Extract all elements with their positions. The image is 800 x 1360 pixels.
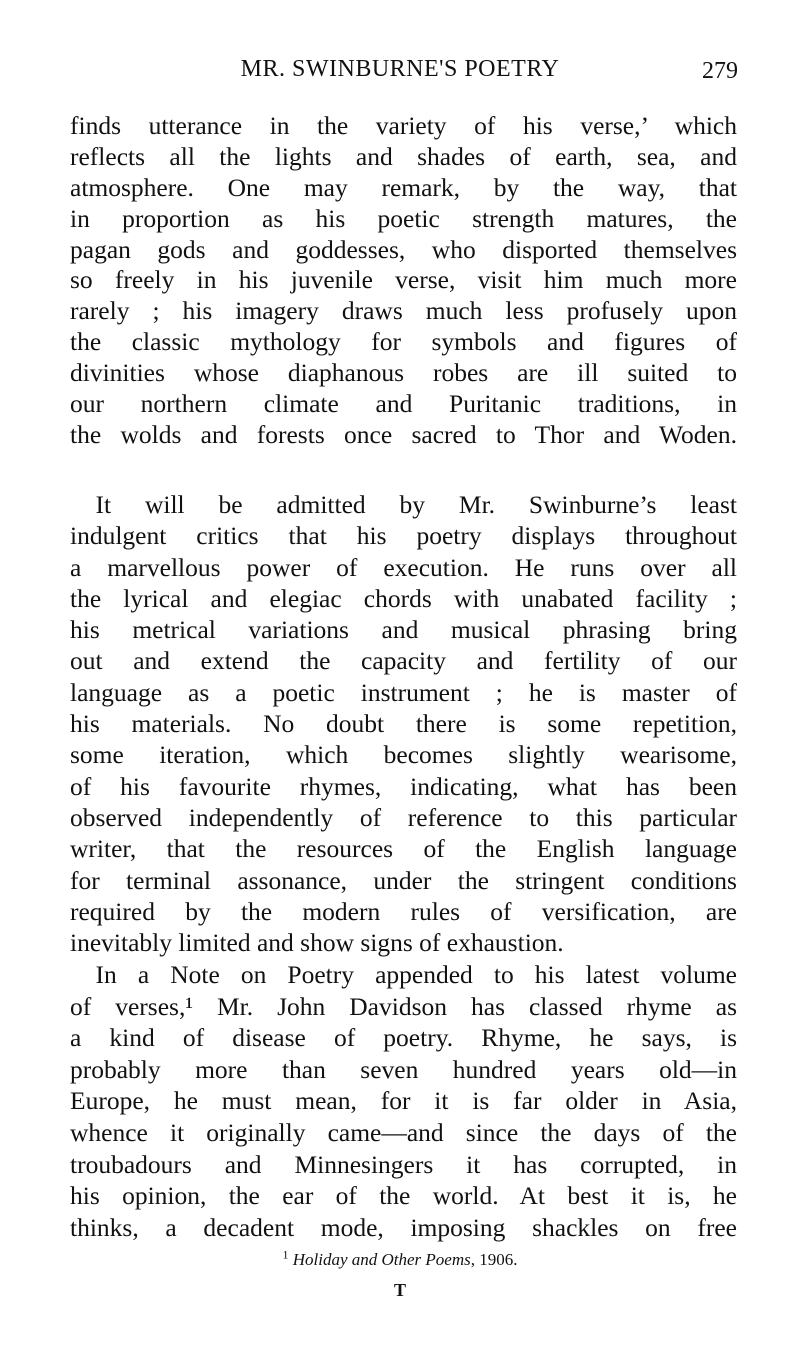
footnote-year: , 1906. (470, 1250, 518, 1269)
footnote-title: Holiday and Other Poems (292, 1250, 471, 1269)
paragraph-3 (70, 959, 737, 1243)
text-line: inevitably limited and show signs of exhaustion. (70, 928, 564, 958)
text-line: required by the modern rules of versification, are (70, 896, 737, 926)
text-line: divinities whose diaphanous robes are ill suited to (70, 358, 737, 388)
text-line: some iteration, which becomes slightly wearisome, (70, 740, 737, 770)
text-line: reflects all the lights and shades of earth, sea, and (70, 141, 737, 171)
text-line: It will be admitted by Mr. Swinburne’s least (70, 490, 737, 519)
text-line: atmosphere. One may remark, by the way, that (70, 172, 737, 202)
text-line: troubadours and Minnesingers it has corrupted, in (70, 1149, 737, 1179)
text-line: whence it originally came—and since the days of the (70, 1117, 737, 1147)
text-line: writer, that the resources of the English language (70, 834, 737, 864)
footnote-marker: 1 (282, 1247, 289, 1262)
page-number: 279 (702, 58, 738, 84)
text-line: In a Note on Poetry appended to his latest volume (70, 960, 737, 989)
text-line: for terminal assonance, under the stringent conditions (70, 865, 737, 895)
text-line: a marvellous power of execution. He runs over all (70, 552, 737, 582)
text-line: a kind of disease of poetry. Rhyme, he says, is (70, 1023, 737, 1053)
text-line: observed independently of reference to this particular (70, 802, 737, 832)
text-line: indulgent critics that his poetry displays throughout (70, 521, 737, 551)
text-line: the classic mythology for symbols and figures of (70, 327, 737, 357)
text-line: finds utterance in the variety of his verse,’ which (70, 111, 737, 140)
text-line: the wolds and forests once sacred to Thor and Woden. (70, 419, 737, 449)
text-line: thinks, a decadent mode, imposing shackles on free (70, 1212, 737, 1242)
text-line: of his favourite rhymes, indicating, what has been (70, 771, 737, 801)
text-line: his metrical variations and musical phrasing bring (70, 615, 737, 645)
text-line: pagan gods and goddesses, who disported themselves (70, 234, 737, 264)
text-line: of verses,¹ Mr. John Davidson has classed rhyme as (70, 991, 737, 1021)
text-line: our northern climate and Puritanic traditions, in (70, 389, 737, 419)
paragraph-1 (70, 111, 737, 451)
text-line: his opinion, the ear of the world. At best it is, he (70, 1181, 737, 1211)
text-line: language as a poetic instrument ; he is master of (70, 677, 737, 707)
paragraph-2 (70, 489, 737, 958)
text-line: the lyrical and elegiac chords with unabated facility ; (70, 583, 737, 613)
text-line: probably more than seven hundred years old—in (70, 1054, 737, 1084)
text-line: his materials. No doubt there is some repetition, (70, 709, 737, 739)
text-line: rarely ; his imagery draws much less profusely upon (70, 296, 737, 326)
text-line: so freely in his juvenile verse, visit him much more (70, 265, 737, 295)
text-line: Europe, he must mean, for it is far older in Asia, (70, 1086, 737, 1116)
footnote (0, 1247, 800, 1270)
running-title: MR. SWINBURNE'S POETRY (240, 56, 560, 82)
text-line: in proportion as his poetic strength matures, the (70, 203, 737, 233)
text-line: out and extend the capacity and fertility of our (70, 646, 737, 676)
signature-mark: T (393, 1280, 406, 1300)
running-header (0, 56, 800, 90)
